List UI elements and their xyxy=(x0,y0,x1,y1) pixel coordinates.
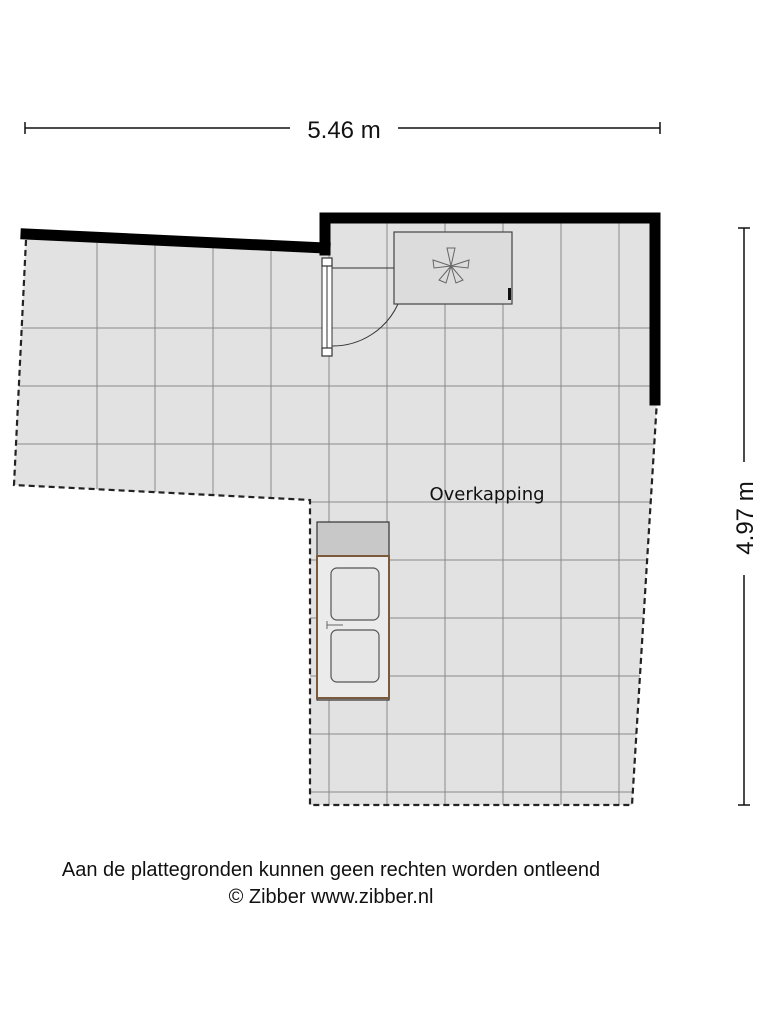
width-dimension xyxy=(25,117,660,144)
copyright-text: © Zibber www.zibber.nl xyxy=(228,886,434,908)
floor-area xyxy=(0,200,700,820)
width-label: 5.46 m xyxy=(307,117,381,144)
fan-unit xyxy=(394,232,512,304)
disclaimer-text: Aan de plattegronden kunnen geen rechten worden ontleend xyxy=(61,859,601,881)
height-dimension xyxy=(732,228,759,805)
grill-appliance xyxy=(317,522,389,700)
room-label-overkapping: Overkapping xyxy=(429,484,545,505)
height-label: 4.97 m xyxy=(732,481,759,555)
